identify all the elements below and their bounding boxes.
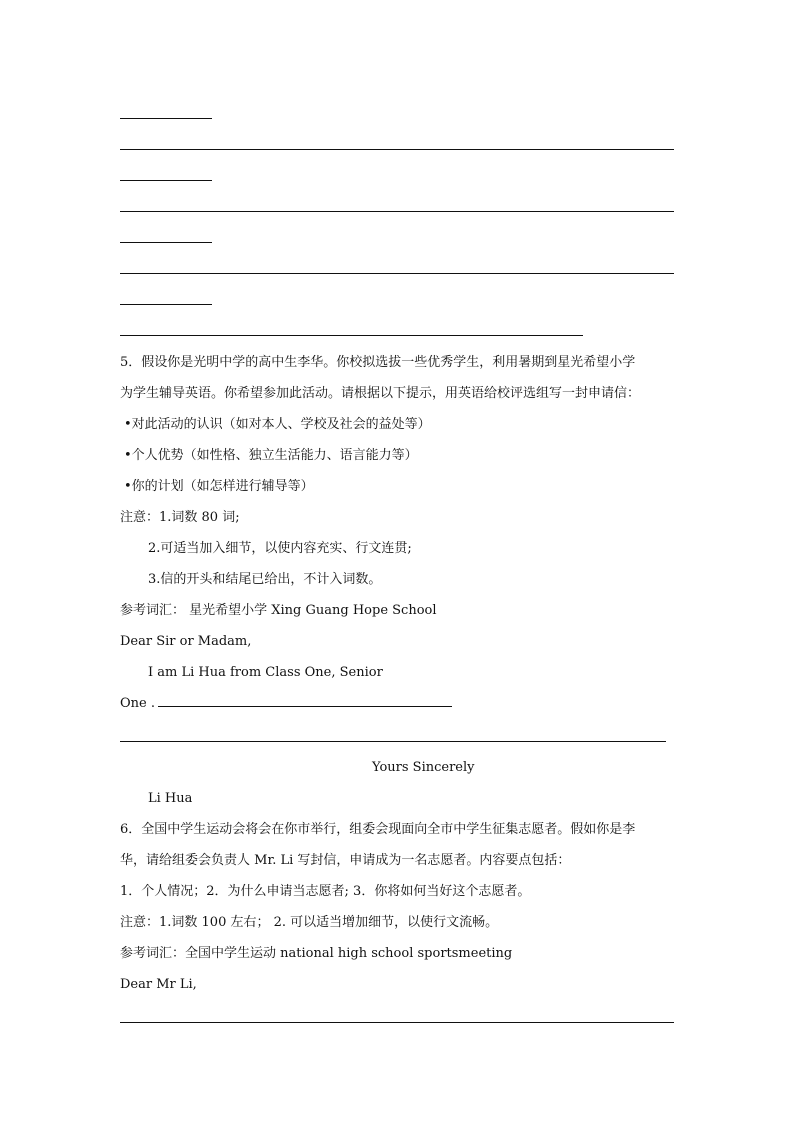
q5-bullet-1: •对此活动的认识（如对本人、学校及社会的益处等） bbox=[124, 417, 431, 432]
q5-closing: Yours Sincerely bbox=[372, 760, 475, 775]
q5-opening-cont-text: One . bbox=[120, 696, 155, 711]
q5-signature: Li Hua bbox=[148, 791, 193, 806]
answer-line-partial bbox=[120, 335, 583, 336]
q5-bullet-2: •个人优势（如性格、独立生活能力、语言能力等） bbox=[124, 448, 418, 463]
q5-prompt-line1: 5．假设你是光明中学的高中生李华。你校拟选拔一些优秀学生，利用暑期到星光希望小学 bbox=[120, 355, 636, 370]
answer-line-full bbox=[120, 741, 666, 742]
q5-opening-cont bbox=[120, 696, 452, 712]
q6-vocab: 参考词汇：全国中学生运动 national high school sportsmeeting bbox=[120, 946, 513, 961]
answer-line-full bbox=[120, 1022, 674, 1023]
q6-points: 1．个人情况；2．为什么申请当志愿者; 3．你将如何当好这个志愿者。 bbox=[120, 884, 531, 899]
q5-note-2: 2.可适当加入细节，以使内容充实、行文连贯; bbox=[148, 541, 412, 556]
q5-greeting: Dear Sir or Madam, bbox=[120, 634, 252, 649]
answer-line-full bbox=[120, 211, 674, 212]
answer-line-full bbox=[120, 273, 674, 274]
q5-vocab: 参考词汇： 星光希望小学 Xing Guang Hope School bbox=[120, 603, 437, 618]
q5-answer-line-inline bbox=[158, 706, 452, 707]
q5-opening: I am Li Hua from Class One, Senior bbox=[148, 665, 383, 680]
answer-line-short bbox=[120, 304, 212, 305]
answer-line-full bbox=[120, 149, 674, 150]
q5-bullet-3: •你的计划（如怎样进行辅导等） bbox=[124, 479, 314, 494]
q5-note-3: 3.信的开头和结尾已给出，不计入词数。 bbox=[148, 572, 382, 587]
q5-prompt-line2: 为学生辅导英语。你希望参加此活动。请根据以下提示，用英语给校评选组写一封申请信： bbox=[120, 386, 641, 401]
answer-line-short bbox=[120, 180, 212, 181]
q6-prompt-line2: 华，请给组委会负责人 Mr. Li 写封信，申请成为一名志愿者。内容要点包括： bbox=[120, 853, 571, 868]
answer-line-short bbox=[120, 242, 212, 243]
q5-note-1: 注意：1.词数 80 词; bbox=[120, 510, 240, 525]
q6-greeting: Dear Mr Li, bbox=[120, 977, 197, 992]
q6-prompt-line1: 6．全国中学生运动会将会在你市举行，组委会现面向全市中学生征集志愿者。假如你是李 bbox=[120, 822, 636, 837]
answer-line-short bbox=[120, 118, 212, 119]
q6-note: 注意：1.词数 100 左右； 2. 可以适当增加细节，以使行文流畅。 bbox=[120, 915, 499, 930]
